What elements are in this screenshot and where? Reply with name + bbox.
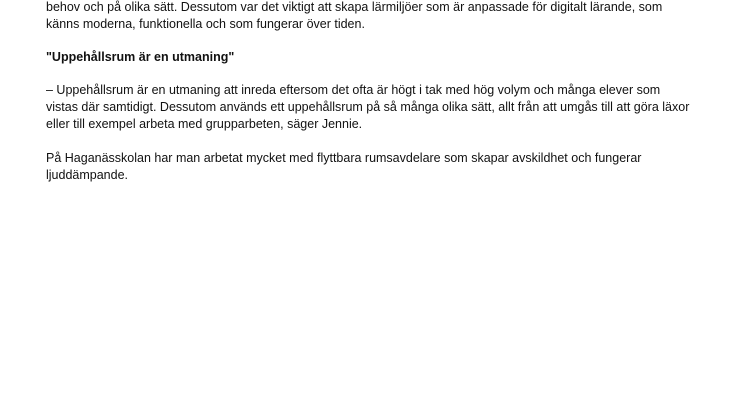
paragraph-line: På Haganässkolan har man arbetat mycket med flyttbara rumsavdelare som skapar avskildhet och fungerar xyxy=(46,151,642,165)
paragraph-line: behov och på olika sätt. Dessutom var det viktigt att skapa lärmiljöer som är anpassade för digitalt lärande, som xyxy=(46,0,663,14)
paragraph-line: ljuddämpande. xyxy=(46,168,129,182)
intro-paragraph xyxy=(46,0,726,33)
paragraph-line: – Uppehållsrum är en utmaning att inreda eftersom det ofta är högt i tak med hög volym och många elever som xyxy=(46,83,661,97)
paragraph-line: eller till exempel arbeta med grupparbeten, säger Jennie. xyxy=(46,117,363,131)
quote-paragraph xyxy=(46,82,726,133)
paragraph-line: känns moderna, funktionella och som fungerar över tiden. xyxy=(46,17,365,31)
paragraph-line: vistas där samtidigt. Dessutom används ett uppehållsrum på så många olika sätt, allt från att umgås till att göra läxor xyxy=(46,100,690,114)
closing-paragraph xyxy=(46,150,726,184)
section-heading: "Uppehållsrum är en utmaning" xyxy=(46,50,235,64)
